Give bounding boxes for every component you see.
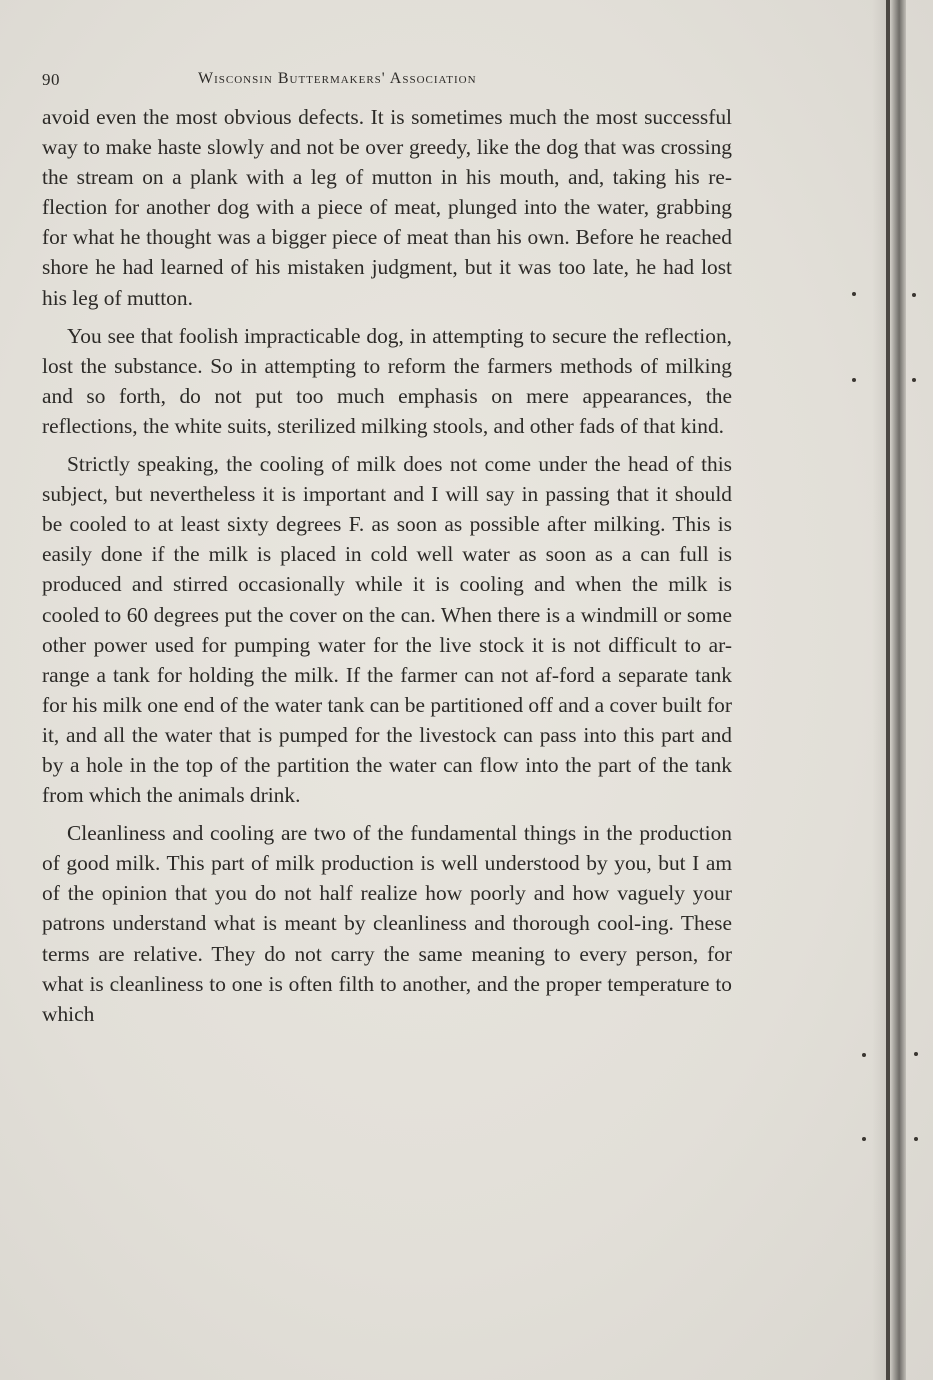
paragraph: Cleanliness and cooling are two of the fundamental things in the production of good milk. This part of milk production is well understood by you, but I am of the opinion that you do not half realize how poorly and how vaguely your patrons understand what is meant by cleanliness and thorough cool-ing. These terms are relative. They do not carry the same meaning to every person, for what is cleanliness to one is often filth to another, and the proper temperature to which [42,821,732,1026]
binding-hole-mark [914,1137,918,1141]
page-header [42,70,732,96]
binding-hole-mark [914,1052,918,1056]
binding-hole-mark [852,378,856,382]
binding-hole-mark [912,293,916,297]
book-binding-edge [872,0,906,1380]
binding-hole-mark [912,378,916,382]
body-text [42,102,732,1037]
binding-hole-mark [862,1137,866,1141]
paragraph: avoid even the most obvious defects. It is sometimes much the most successful way to make haste slowly and not be over greedy, like the dog that was crossing the stream on a plank with a leg of mutton in his mouth, and, taking his re-flection for another dog with a piece of meat, plunged into the water, grabbing for what he thought was a bigger piece of meat than his own. Before he reached shore he had learned of his mistaken judgment, but it was too late, he had lost his leg of mutton. [42,105,732,310]
binding-line [886,0,890,1380]
paragraph: You see that foolish impracticable dog, in attempting to secure the reflection, lost the substance. So in attempting to reform the farmers methods of milking and so forth, do not put too much emphasis on mere appearances, the reflections, the white suits, sterilized milking stools, and other fads of that kind. [42,323,732,438]
binding-hole-mark [852,292,856,296]
binding-hole-mark [862,1053,866,1057]
paragraph: Strictly speaking, the cooling of milk does not come under the head of this subject, but nevertheless it is important and I will say in passing that it should be cooled to at least sixty degrees F. as soon as possible after milking. This is easily done if the milk is placed in cold well water as soon as a can full is produced and stirred occasionally while it is cooling and when the milk is cooled to 60 degrees put the cover on the can. When there is a windmill or some other power used for pumping water for the live stock it is not difficult to ar-range a tank for holding the milk. If the farmer can not af-ford a separate tank for his milk one end of the water tank can be partitioned off and a cover built for it, and all the water that is pumped for the livestock can pass into this part and by a hole in the top of the partition the water can flow into the part of the tank from which the animals drink. [42,452,732,808]
running-head: Wisconsin Buttermakers' Association [198,70,477,87]
page-number: 90 [42,70,60,89]
